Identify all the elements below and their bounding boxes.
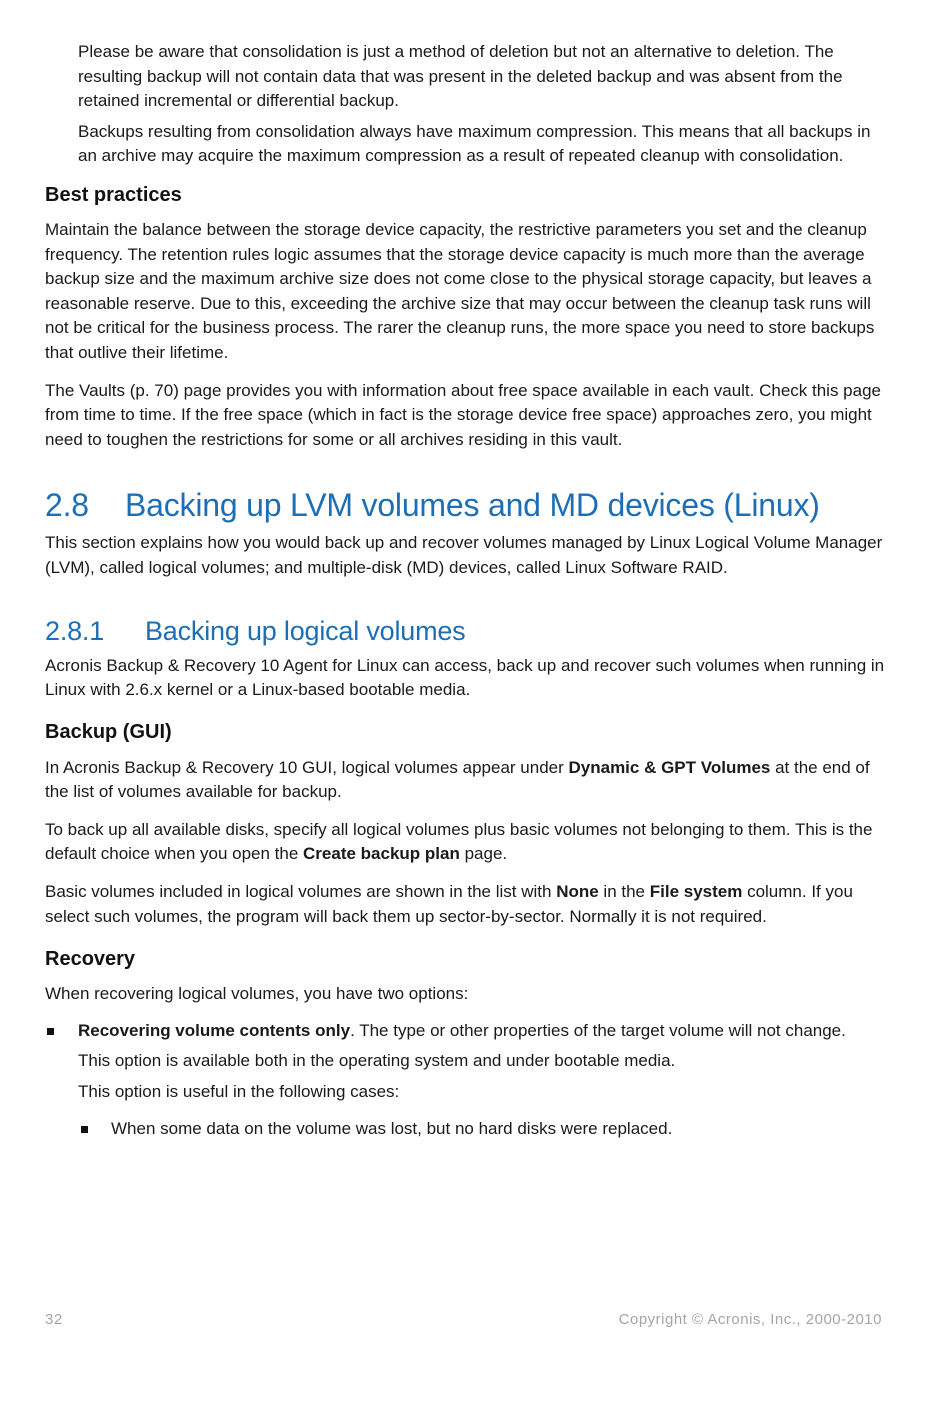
- file-system-term: File system: [649, 882, 743, 902]
- best-practices-heading: Best practices: [45, 183, 182, 206]
- none-term: None: [556, 882, 599, 902]
- bullet-square-icon: [81, 1126, 88, 1133]
- bullet-square-icon: [47, 1028, 54, 1035]
- recovery-paragraph-3: This option is useful in the following cases:: [78, 1082, 400, 1102]
- copyright-notice: Copyright © Acronis, Inc., 2000-2010: [618, 1311, 882, 1328]
- recovery-paragraph-2: This option is available both in the operating system and under bootable media.: [78, 1051, 676, 1071]
- recovery-heading: Recovery: [45, 948, 136, 971]
- best-practices-paragraph-1: Maintain the balance between the storage device capacity, the restrictive parameters you set and the cleanup frequency. The retention rules logic assumes that the storage device capacity is much more than the average backup size and the maximum archive size does not come close to the physical storage capacity, but leaves a reasonable reserve. Due to this, exceeding the archive size that may occur between the cleanup task runs will not be critical for the business process. The rarer the cleanup runs, the more space you need to store backups that outlive their lifetime.: [45, 219, 875, 362]
- recovering-volume-contents-term: Recovering volume contents only: [78, 1020, 351, 1040]
- dynamic-gpt-volumes-term: Dynamic & GPT Volumes: [568, 757, 771, 777]
- backup-gui-paragraph-2: To back up all available disks, specify all logical volumes plus basic volumes not belonging to them. This is the default choice when you open the Create backup plan page.: [45, 819, 873, 864]
- backup-gui-heading: Backup (GUI): [45, 720, 172, 743]
- document-page: [45, 40, 885, 1141]
- section-2-8-heading: [45, 485, 885, 525]
- list-item: When some data on the volume was lost, but no hard disks were replaced.: [45, 1117, 885, 1142]
- section-2-8-paragraph: This section explains how you would back up and recover volumes managed by Linux Logical Volume Manager (LVM), called logical volumes; and multiple-disk (MD) devices, called Linux Software RAID.: [45, 533, 883, 577]
- section-2-8-1-paragraph: Acronis Backup & Recovery 10 Agent for Linux can access, back up and recover such volumes when running in Linux with 2.6.x kernel or a Linux-based bootable media.: [45, 655, 885, 700]
- intro-paragraph-2: Backups resulting from consolidation always have maximum compression. This means that all backups in an archive may acquire the maximum compression as a result of repeated cleanup with consolidation.: [78, 121, 871, 166]
- section-2-8-1-title: Backing up logical volumes: [145, 615, 466, 646]
- section-2-8-1-heading: [45, 614, 885, 648]
- section-2-8-1-number: 2.8.1: [45, 615, 105, 646]
- backup-gui-paragraph-1: In Acronis Backup & Recovery 10 GUI, logical volumes appear under Dynamic & GPT Volumes at the end of the list of volumes available for backup.: [45, 757, 870, 802]
- best-practices-paragraph-2: The Vaults (p. 70) page provides you with information about free space available in each vault. Check this page from time to time. If the free space (which in fact is the storage device free space) approaches zero, you might need to toughen the restrictions for some or all archives residing in this vault.: [45, 380, 882, 449]
- list-item: Recovering volume contents only. The type or other properties of the target volume will not change.: [45, 1019, 885, 1044]
- section-2-8-title: Backing up LVM volumes and MD devices (Linux): [125, 487, 820, 524]
- create-backup-plan-term: Create backup plan: [303, 844, 460, 864]
- backup-gui-paragraph-3: Basic volumes included in logical volumes are shown in the list with None in the File system column. If you select such volumes, the program will back them up sector-by-sector. Normally it is not required.: [45, 882, 853, 926]
- page-number: 32: [45, 1311, 63, 1328]
- section-2-8-number: 2.8: [45, 487, 89, 524]
- recovery-paragraph-1: When recovering logical volumes, you have two options:: [45, 984, 469, 1004]
- intro-paragraph-1: Please be aware that consolidation is just a method of deletion but not an alternative to deletion. The resulting backup will not contain data that was present in the deleted backup and was absent from the retained incremental or differential backup.: [78, 42, 843, 111]
